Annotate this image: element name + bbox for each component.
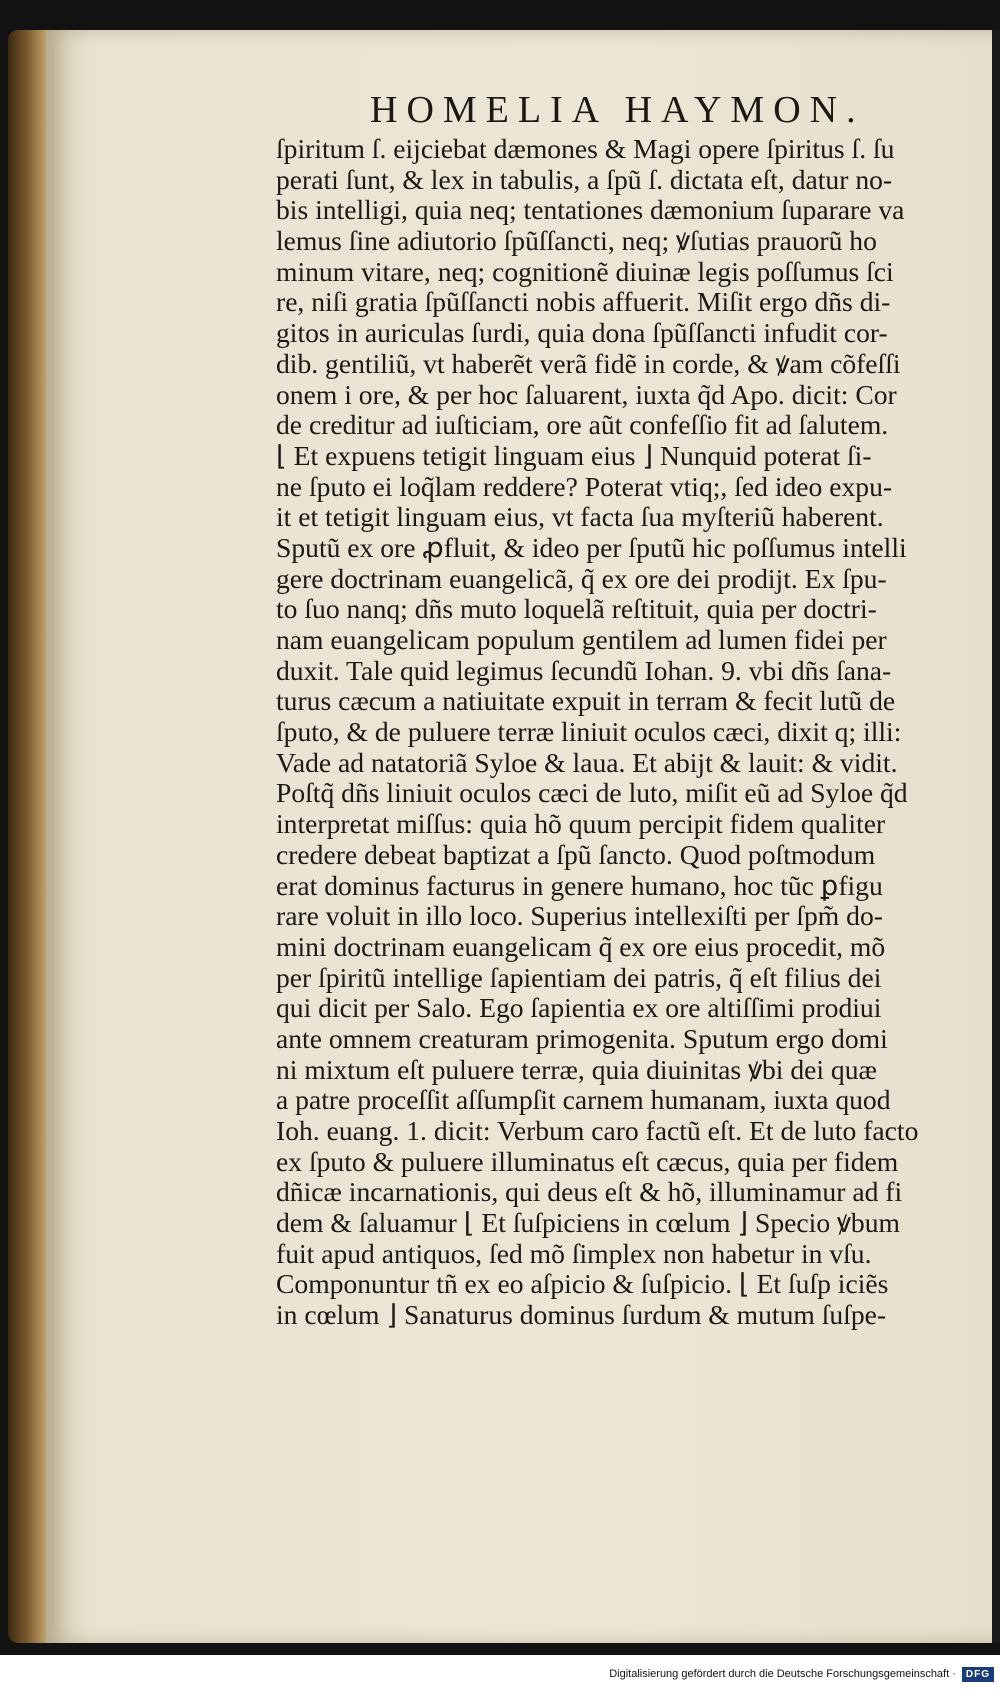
text-line: dib. gentiliũ, vt haberẽt verã fidẽ in corde, & ꝟam cõfeſſi [276,348,901,379]
text-line: ne ſputo ei loq̃lam reddere? Poterat vtiq;, ſed ideo expu- [276,471,893,502]
text-line: dem & ſaluamur ⌊ Et ſuſpiciens in cœlum ⌋ Specio ꝟbum [276,1208,900,1239]
text-line: a patre proceſſit aſſumpſit carnem humanam, iuxta quod [276,1085,891,1116]
dfg-logo: DFG [962,1667,994,1682]
text-line: interpretat miſſus: quia hõ quum percipit fidem qualiter [276,809,886,840]
text-line: qui dicit per Salo. Ego ſapientia ex ore altiſſimi prodiui [276,993,882,1024]
text-line: ſpiritum ſ. eijciebat dæmones & Magi opere ſpiritus ſ. ſu [276,134,895,164]
text-line: nam euangelicam populum gentilem ad lumen fidei per [276,625,887,655]
running-header: HOMELIA HAYMON. [370,89,865,131]
text-line: per ſpiritũ intellige ſapientiam dei patris, q̃ eſt filius dei [276,962,882,993]
footer-credit: Digitalisierung gefördert durch die Deutsche Forschungsgemeinschaft · [609,1668,956,1680]
text-line: to ſuo nanq; dñs muto loquelã reſtituit, quia per doctri- [276,594,877,625]
text-line: erat dominus facturus in genere humano, hoc tũc ꝑfigu [276,870,883,901]
text-line: de creditur ad iuſticiam, ore aũt confeſſio fit ad ſalutem. [276,410,889,441]
text-line: duxit. Tale quid legimus ſecundũ Iohan. 9. vbi dñs ſana- [276,655,892,686]
text-line: dñicæ incarnationis, qui deus eſt & hõ, illuminamur ad fi [276,1177,903,1208]
text-line: lemus ſine adiutorio ſpũſſancti, neq; ꝟſutias prauorũ ho [276,226,877,257]
text-line: in cœlum ⌋ Sanaturus dominus ſurdum & mutum ſuſpe- [276,1300,887,1331]
text-line: onem i ore, & per hoc ſaluarent, iuxta q̃d Apo. dicit: Cor [276,379,897,410]
text-line: gitos in auriculas ſurdi, quia dona ſpũſſancti infudit cor- [276,318,888,349]
text-line: ⌊ Et expuens tetigit linguam eius ⌋ Nunquid poterat ſi- [276,440,872,471]
text-line: Componuntur tñ ex eo aſpicio & ſuſpicio. ⌊ Et ſuſp iciẽs [276,1269,889,1300]
text-line: rare voluit in illo loco. Superius intellexiſti per ſpm̃ do- [276,901,883,932]
text-line: ex ſputo & puluere illuminatus eſt cæcus, quia per fidem [276,1146,899,1177]
text-line: Ioh. euang. 1. dicit: Verbum caro factũ eſt. Et de luto facto [276,1116,919,1146]
text-line: minum vitare, neq; cognitionẽ diuinæ legis poſſumus ſci [276,256,894,287]
main-text-block [276,134,970,1331]
text-line: gere doctrinam euangelicã, q̃ ex ore dei prodijt. Ex ſpu- [276,563,887,594]
text-line: ante omnem creaturam primogenita. Sputum ergo domi [276,1023,888,1054]
text-line: credere debeat baptizat a ſpũ ſancto. Quod poſtmodum [276,839,876,870]
text-line: Vade ad natatoriã Syloe & laua. Et abijt & lauit: & vidit. [276,747,898,778]
text-line: fuit apud antiquos, ſed mõ ſimplex non habetur in vſu. [276,1238,872,1269]
text-line: it et tetigit linguam eius, vt facta ſua myſteriũ haberent. [276,502,884,533]
text-line: ſputo, & de puluere terræ liniuit oculos cæci, dixit q; illi: [276,717,902,748]
text-line: Poſtq̃ dñs liniuit oculos cæci de luto, miſit eũ ad Syloe q̃d [276,778,908,809]
text-line: bis intelligi, quia neq; tentationes dæmonium ſuparare va [276,195,905,226]
text-line: mini doctrinam euangelicam q̃ ex ore eius procedit, mõ [276,931,886,962]
text-line: ni mixtum eſt puluere terræ, quia diuinitas ꝟbi dei quæ [276,1054,877,1085]
text-line: perati ſunt, & lex in tabulis, a ſpũ ſ. dictata eſt, datur no- [276,164,893,195]
text-line: Sputũ ex ore ꝓfluit, & ideo per ſputũ hic poſſumus intelli [276,532,907,563]
digitization-footer [609,1664,994,1684]
text-line: turus cæcum a natiuitate expuit in terram & fecit lutũ de [276,686,896,717]
text-line: re, niſi gratia ſpũſſancti nobis affuerit. Miſit ergo dñs di- [276,287,891,318]
page-right-edge [992,30,1000,1643]
